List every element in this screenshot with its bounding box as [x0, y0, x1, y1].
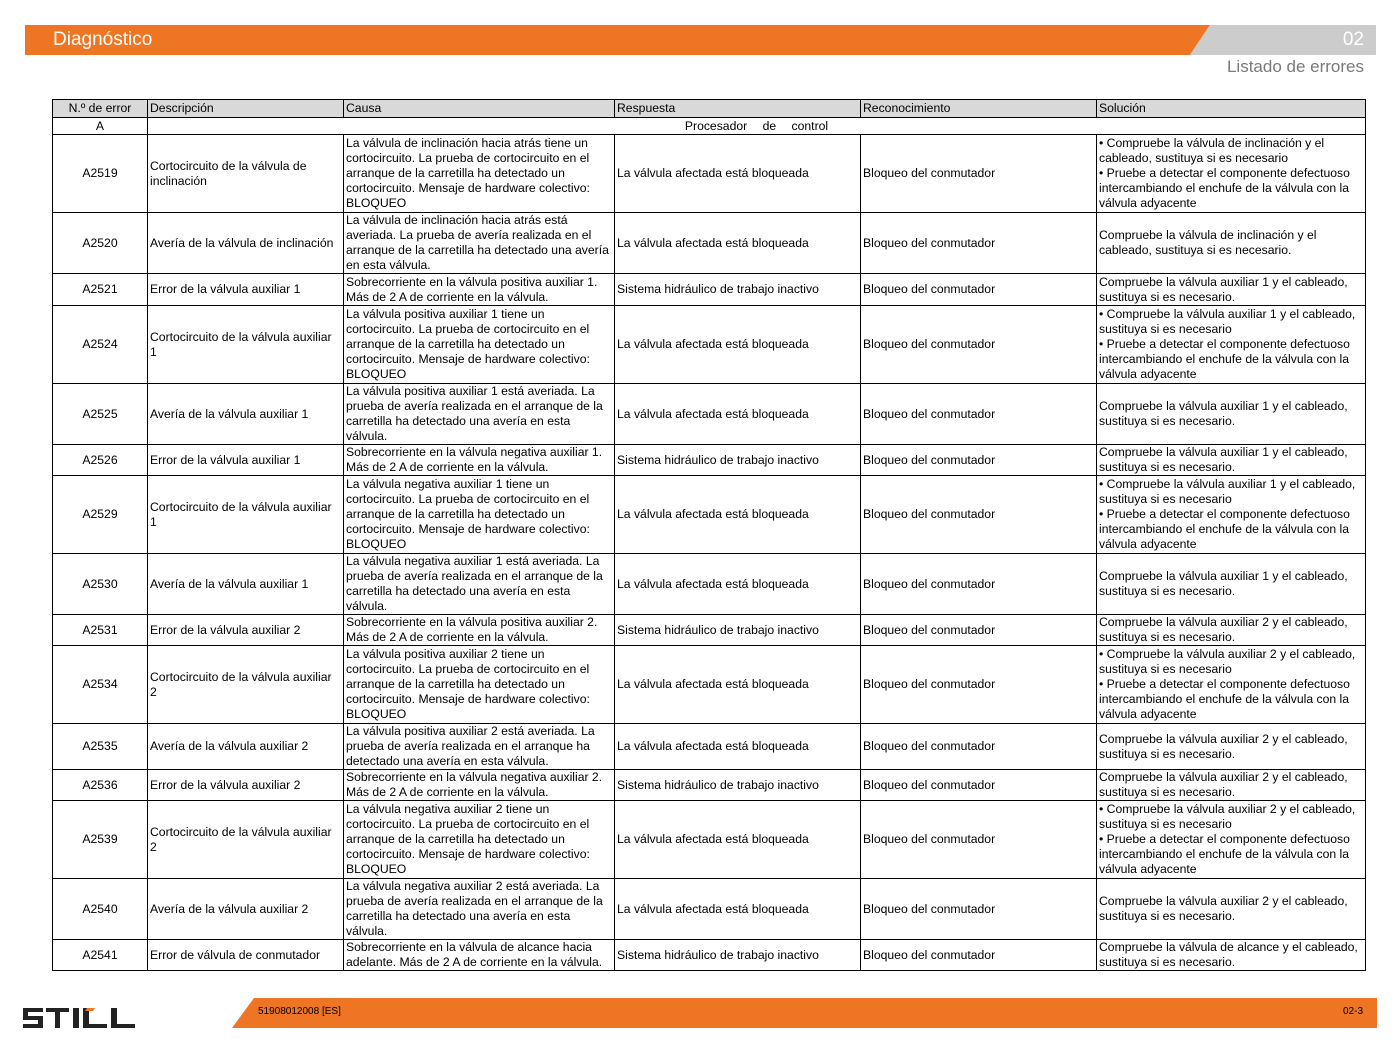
error-code-cell: A2534 [53, 646, 148, 724]
response-cell: La válvula afectada está bloqueada [615, 646, 861, 724]
error-code-cell: A2541 [53, 940, 148, 971]
response-cell: Sistema hidráulico de trabajo inactivo [615, 615, 861, 646]
response-cell: La válvula afectada está bloqueada [615, 724, 861, 770]
response-cell: Sistema hidráulico de trabajo inactivo [615, 445, 861, 476]
response-cell: La válvula afectada está bloqueada [615, 306, 861, 384]
table-row [53, 770, 1366, 801]
acknowledgement-cell: Bloqueo del conmutador [861, 135, 1097, 213]
footer-bar [232, 998, 1377, 1028]
cause-cell: La válvula negativa auxiliar 2 está averiada. La prueba de avería realizada en el arranque de la carretilla ha detectado una avería en esta válvula. [344, 879, 615, 940]
table-row [53, 615, 1366, 646]
col-header-solution: Solución [1097, 100, 1366, 118]
response-cell: La válvula afectada está bloqueada [615, 879, 861, 940]
description-cell: Avería de la válvula auxiliar 2 [148, 879, 344, 940]
solution-cell: Compruebe la válvula auxiliar 2 y el cableado, sustituya si es necesario. [1097, 724, 1366, 770]
description-cell: Avería de la válvula auxiliar 1 [148, 554, 344, 615]
section-row [53, 118, 1366, 135]
col-header-description: Descripción [148, 100, 344, 118]
error-code-cell: A2529 [53, 476, 148, 554]
description-cell: Cortocircuito de la válvula auxiliar 1 [148, 476, 344, 554]
description-cell: Avería de la válvula auxiliar 1 [148, 384, 344, 445]
cause-cell: La válvula negativa auxiliar 2 tiene un cortocircuito. La prueba de cortocircuito en el arranque de la carretilla ha detectado un cortocircuito. Mensaje de hardware colectivo: BLOQUEO [344, 801, 615, 879]
solution-cell [1097, 646, 1366, 724]
header-bar [25, 25, 1210, 55]
description-cell: Error de la válvula auxiliar 2 [148, 615, 344, 646]
acknowledgement-cell: Bloqueo del conmutador [861, 306, 1097, 384]
table-row [53, 306, 1366, 384]
solution-cell [1097, 306, 1366, 384]
acknowledgement-cell: Bloqueo del conmutador [861, 801, 1097, 879]
solution-item: • Pruebe a detectar el componente defectuoso intercambiando el enchufe de la válvula con la válvula adyacente [1099, 166, 1363, 211]
cause-cell: La válvula positiva auxiliar 2 está averiada. La prueba de avería realizada en el arranque ha detectado una avería en esta válvula. [344, 724, 615, 770]
solution-item: • Compruebe la válvula auxiliar 2 y el cableado, sustituya si es necesario [1099, 647, 1363, 677]
solution-cell [1097, 476, 1366, 554]
error-code-cell: A2530 [53, 554, 148, 615]
cause-cell: Sobrecorriente en la válvula de alcance hacia adelante. Más de 2 A de corriente en la válvula. [344, 940, 615, 971]
acknowledgement-cell: Bloqueo del conmutador [861, 615, 1097, 646]
document-number: 51908012008 [ES] [258, 1006, 341, 1017]
description-cell: Error de la válvula auxiliar 1 [148, 274, 344, 306]
cause-cell: La válvula positiva auxiliar 2 tiene un cortocircuito. La prueba de cortocircuito en el arranque de la carretilla ha detectado un cortocircuito. Mensaje de hardware colectivo: BLOQUEO [344, 646, 615, 724]
response-cell: La válvula afectada está bloqueada [615, 476, 861, 554]
col-header-response: Respuesta [615, 100, 861, 118]
section-letter: A [53, 118, 148, 135]
page-number: 02-3 [1342, 1006, 1363, 1017]
table-row [53, 384, 1366, 445]
cause-cell: Sobrecorriente en la válvula negativa auxiliar 1. Más de 2 A de corriente en la válvula. [344, 445, 615, 476]
description-cell: Error de la válvula auxiliar 1 [148, 445, 344, 476]
description-cell: Cortocircuito de la válvula de inclinación [148, 135, 344, 213]
solution-list [1099, 647, 1363, 722]
description-cell: Avería de la válvula auxiliar 2 [148, 724, 344, 770]
solution-cell: Compruebe la válvula auxiliar 2 y el cableado, sustituya si es necesario. [1097, 770, 1366, 801]
chapter-number: 02 [1342, 29, 1364, 50]
solution-item: • Compruebe la válvula de inclinación y el cableado, sustituya si es necesario [1099, 136, 1363, 166]
solution-cell: Compruebe la válvula auxiliar 1 y el cableado, sustituya si es necesario. [1097, 554, 1366, 615]
acknowledgement-cell: Bloqueo del conmutador [861, 879, 1097, 940]
cause-cell: La válvula positiva auxiliar 1 tiene un cortocircuito. La prueba de cortocircuito en el arranque de la carretilla ha detectado un cortocircuito. Mensaje de hardware colectivo: BLOQUEO [344, 306, 615, 384]
table-row [53, 646, 1366, 724]
solution-list [1099, 307, 1363, 382]
solution-item: • Compruebe la válvula auxiliar 2 y el cableado, sustituya si es necesario [1099, 802, 1363, 832]
description-cell: Error de la válvula auxiliar 2 [148, 770, 344, 801]
table-row [53, 476, 1366, 554]
description-cell: Cortocircuito de la válvula auxiliar 2 [148, 801, 344, 879]
solution-cell [1097, 801, 1366, 879]
cause-cell: Sobrecorriente en la válvula positiva auxiliar 1. Más de 2 A de corriente en la válvula. [344, 274, 615, 306]
solution-cell: Compruebe la válvula auxiliar 1 y el cableado, sustituya si es necesario. [1097, 445, 1366, 476]
error-code-cell: A2525 [53, 384, 148, 445]
solution-cell [1097, 135, 1366, 213]
solution-list [1099, 802, 1363, 877]
response-cell: Sistema hidráulico de trabajo inactivo [615, 274, 861, 306]
cause-cell: Sobrecorriente en la válvula negativa auxiliar 2. Más de 2 A de corriente en la válvula. [344, 770, 615, 801]
table-row [53, 554, 1366, 615]
solution-item: • Pruebe a detectar el componente defectuoso intercambiando el enchufe de la válvula con la válvula adyacente [1099, 507, 1363, 552]
acknowledgement-cell: Bloqueo del conmutador [861, 274, 1097, 306]
cause-cell: La válvula negativa auxiliar 1 está averiada. La prueba de avería realizada en el arranque de la carretilla ha detectado una avería en esta válvula. [344, 554, 615, 615]
cause-cell: La válvula positiva auxiliar 1 está averiada. La prueba de avería realizada en el arranque de la carretilla ha detectado una avería en esta válvula. [344, 384, 615, 445]
response-cell: Sistema hidráulico de trabajo inactivo [615, 940, 861, 971]
error-code-cell: A2521 [53, 274, 148, 306]
col-header-error-number: N.º de error [53, 100, 148, 118]
error-code-cell: A2539 [53, 801, 148, 879]
table-row [53, 135, 1366, 213]
section-title: Procesador de control [148, 118, 1366, 135]
table-row [53, 801, 1366, 879]
still-logo [23, 1008, 135, 1028]
response-cell: La válvula afectada está bloqueada [615, 213, 861, 274]
solution-cell: Compruebe la válvula auxiliar 2 y el cableado, sustituya si es necesario. [1097, 615, 1366, 646]
table-header-row [53, 100, 1366, 118]
error-code-cell: A2520 [53, 213, 148, 274]
table-row [53, 940, 1366, 971]
solution-list [1099, 136, 1363, 211]
error-code-cell: A2536 [53, 770, 148, 801]
table-row [53, 213, 1366, 274]
table-row [53, 879, 1366, 940]
error-table [52, 99, 1366, 971]
error-code-cell: A2540 [53, 879, 148, 940]
response-cell: La válvula afectada está bloqueada [615, 384, 861, 445]
acknowledgement-cell: Bloqueo del conmutador [861, 476, 1097, 554]
table-row [53, 724, 1366, 770]
cause-cell: La válvula negativa auxiliar 1 tiene un cortocircuito. La prueba de cortocircuito en el arranque de la carretilla ha detectado un cortocircuito. Mensaje de hardware colectivo: BLOQUEO [344, 476, 615, 554]
response-cell: La válvula afectada está bloqueada [615, 135, 861, 213]
response-cell: La válvula afectada está bloqueada [615, 801, 861, 879]
col-header-cause: Causa [344, 100, 615, 118]
acknowledgement-cell: Bloqueo del conmutador [861, 940, 1097, 971]
description-cell: Cortocircuito de la válvula auxiliar 1 [148, 306, 344, 384]
solution-cell: Compruebe la válvula de inclinación y el cableado, sustituya si es necesario. [1097, 213, 1366, 274]
table-row [53, 445, 1366, 476]
acknowledgement-cell: Bloqueo del conmutador [861, 445, 1097, 476]
cause-cell: Sobrecorriente en la válvula positiva auxiliar 2. Más de 2 A de corriente en la válvula. [344, 615, 615, 646]
description-cell: Cortocircuito de la válvula auxiliar 2 [148, 646, 344, 724]
acknowledgement-cell: Bloqueo del conmutador [861, 646, 1097, 724]
error-code-cell: A2526 [53, 445, 148, 476]
col-header-acknowledgement: Reconocimiento [861, 100, 1097, 118]
acknowledgement-cell: Bloqueo del conmutador [861, 213, 1097, 274]
solution-item: • Pruebe a detectar el componente defectuoso intercambiando el enchufe de la válvula con la válvula adyacente [1099, 677, 1363, 722]
acknowledgement-cell: Bloqueo del conmutador [861, 554, 1097, 615]
table-row [53, 274, 1366, 306]
acknowledgement-cell: Bloqueo del conmutador [861, 384, 1097, 445]
solution-item: • Compruebe la válvula auxiliar 1 y el cableado, sustituya si es necesario [1099, 307, 1363, 337]
solution-list [1099, 477, 1363, 552]
description-cell: Avería de la válvula de inclinación [148, 213, 344, 274]
error-code-cell: A2535 [53, 724, 148, 770]
solution-cell: Compruebe la válvula auxiliar 1 y el cableado, sustituya si es necesario. [1097, 274, 1366, 306]
error-code-cell: A2531 [53, 615, 148, 646]
cause-cell: La válvula de inclinación hacia atrás tiene un cortocircuito. La prueba de cortocircuito en el arranque de la carretilla ha detectado un cortocircuito. Mensaje de hardware colectivo: BLOQUEO [344, 135, 615, 213]
error-code-cell: A2524 [53, 306, 148, 384]
page-subtitle: Listado de errores [1226, 57, 1364, 76]
solution-item: • Pruebe a detectar el componente defectuoso intercambiando el enchufe de la válvula con la válvula adyacente [1099, 337, 1363, 382]
page-title: Diagnóstico [53, 29, 153, 50]
response-cell: Sistema hidráulico de trabajo inactivo [615, 770, 861, 801]
error-code-cell: A2519 [53, 135, 148, 213]
solution-cell: Compruebe la válvula auxiliar 2 y el cableado, sustituya si es necesario. [1097, 879, 1366, 940]
cause-cell: La válvula de inclinación hacia atrás está averiada. La prueba de avería realizada en el arranque de la carretilla ha detectado una avería en esta válvula. [344, 213, 615, 274]
solution-item: • Pruebe a detectar el componente defectuoso intercambiando el enchufe de la válvula con la válvula adyacente [1099, 832, 1363, 877]
response-cell: La válvula afectada está bloqueada [615, 554, 861, 615]
acknowledgement-cell: Bloqueo del conmutador [861, 724, 1097, 770]
acknowledgement-cell: Bloqueo del conmutador [861, 770, 1097, 801]
solution-cell: Compruebe la válvula de alcance y el cableado, sustituya si es necesario. [1097, 940, 1366, 971]
description-cell: Error de válvula de conmutador [148, 940, 344, 971]
solution-item: • Compruebe la válvula auxiliar 1 y el cableado, sustituya si es necesario [1099, 477, 1363, 507]
solution-cell: Compruebe la válvula auxiliar 1 y el cableado, sustituya si es necesario. [1097, 384, 1366, 445]
